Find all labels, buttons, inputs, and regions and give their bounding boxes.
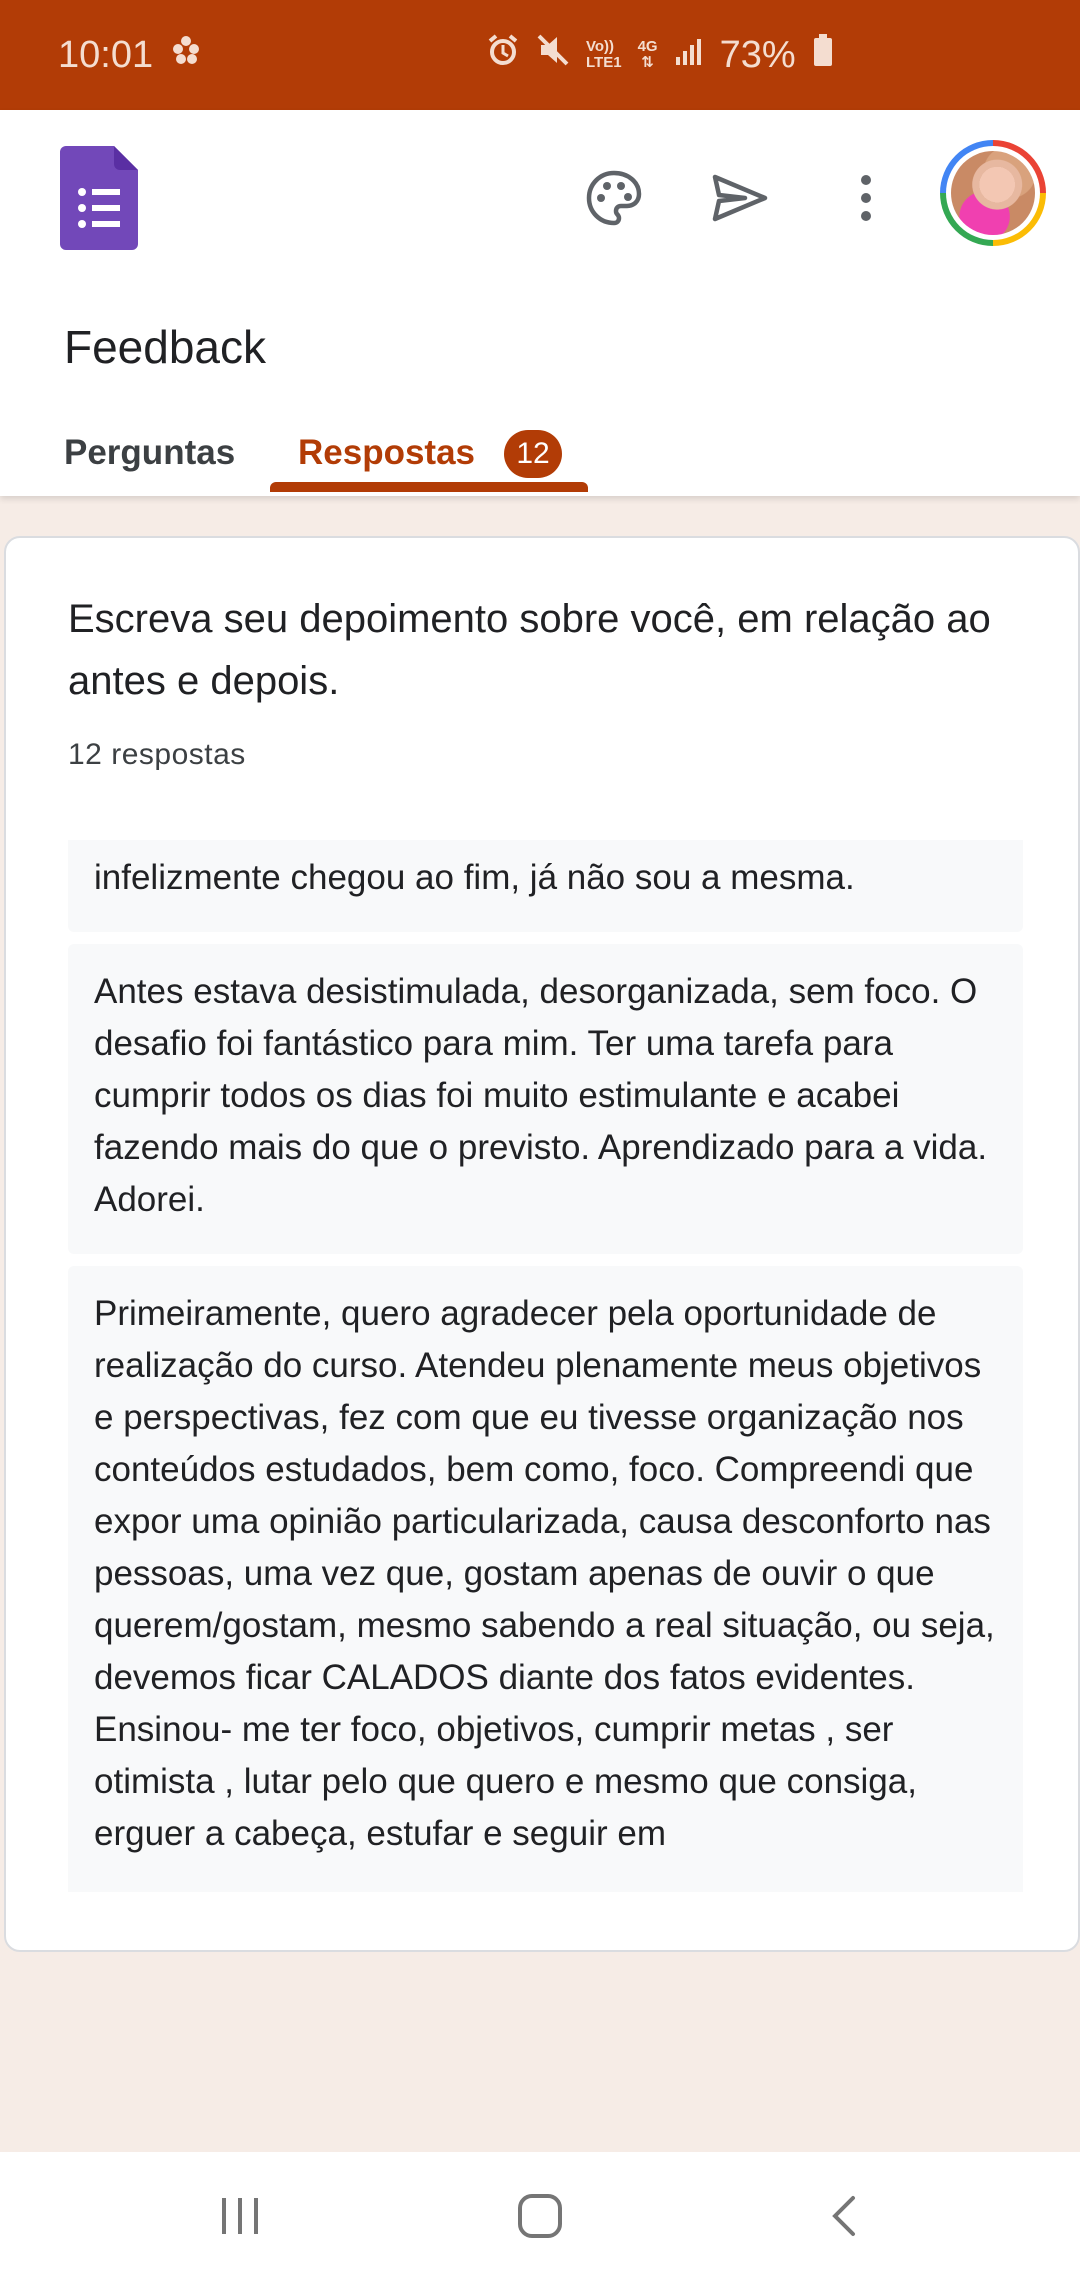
network-indicator bbox=[586, 39, 622, 71]
palette-icon[interactable] bbox=[576, 160, 652, 236]
recent-apps-icon[interactable] bbox=[204, 2180, 276, 2252]
google-forms-icon[interactable] bbox=[60, 146, 138, 250]
more-vert-icon[interactable] bbox=[828, 160, 904, 236]
mute-icon bbox=[536, 33, 570, 77]
4g-label: 4G bbox=[637, 38, 658, 55]
clock: 10:01 bbox=[58, 33, 154, 76]
lte-label: LTE1 bbox=[586, 54, 622, 71]
responses-count-badge: 12 bbox=[504, 430, 562, 478]
question-title: Escreva seu depoimento sobre você, em relação ao antes e depois. bbox=[68, 597, 991, 703]
responses-list[interactable] bbox=[68, 840, 1023, 1892]
response-item bbox=[68, 1266, 1023, 1892]
system-nav-bar bbox=[0, 2152, 1080, 2280]
response-item bbox=[68, 840, 1023, 932]
response-text: Antes estava desistimulada, desorganizada, sem foco. O desafio foi fantástico para mim. Ter uma tarefa para cumprir todos os dias foi muito estimulante e acabei fazendo mais do que o previsto. Aprendizado para a vida. Adorei. bbox=[94, 972, 988, 1219]
tab-questions[interactable]: Perguntas bbox=[64, 433, 236, 472]
status-time-group bbox=[58, 33, 201, 77]
active-tab-indicator bbox=[270, 482, 588, 492]
app-bar bbox=[0, 110, 1080, 496]
back-icon[interactable] bbox=[808, 2180, 880, 2252]
form-title: Feedback bbox=[64, 321, 267, 373]
battery-icon bbox=[812, 33, 834, 77]
battery-percent: 73% bbox=[719, 33, 796, 76]
data-indicator bbox=[638, 39, 658, 71]
user-avatar[interactable] bbox=[940, 140, 1046, 246]
avatar-frame bbox=[946, 146, 1040, 240]
response-item bbox=[68, 944, 1023, 1254]
question-summary-card bbox=[4, 536, 1080, 1952]
send-icon[interactable] bbox=[702, 160, 778, 236]
status-icons bbox=[486, 0, 834, 110]
volte-label: Vo)) bbox=[586, 38, 615, 55]
response-count: 12 respostas bbox=[68, 738, 246, 771]
alarm-icon bbox=[486, 33, 520, 77]
data-arrows-icon: ⇅ bbox=[641, 54, 654, 71]
response-text: Primeiramente, quero agradecer pela oportunidade de realização do curso. Atendeu plenamente meus objetivos e perspectivas, fez com que eu tivesse organização nos conteúdos estudados, bem como, foco. Compreendi que expor uma opinião particularizada, causa desconforto nas pessoas, uma vez que, gostam apenas de ouvir o que querem/gostam, mesmo sabendo a real situação, ou seja, devemos ficar CALADOS diante dos fatos evidentes. Ensinou- me ter foco, objetivos, cumprir metas , ser otimista , lutar pelo que quero e mesmo que consiga, erguer a cabeça, estufar e seguir em bbox=[94, 1294, 995, 1853]
status-bar bbox=[0, 0, 1080, 110]
tab-responses[interactable]: Respostas bbox=[298, 433, 476, 472]
avatar-photo bbox=[951, 151, 1035, 235]
flower-notification-icon bbox=[171, 33, 201, 77]
response-text: infelizmente chegou ao fim, já não sou a mesma. bbox=[94, 858, 855, 897]
signal-icon bbox=[674, 34, 704, 77]
home-icon[interactable] bbox=[504, 2180, 576, 2252]
